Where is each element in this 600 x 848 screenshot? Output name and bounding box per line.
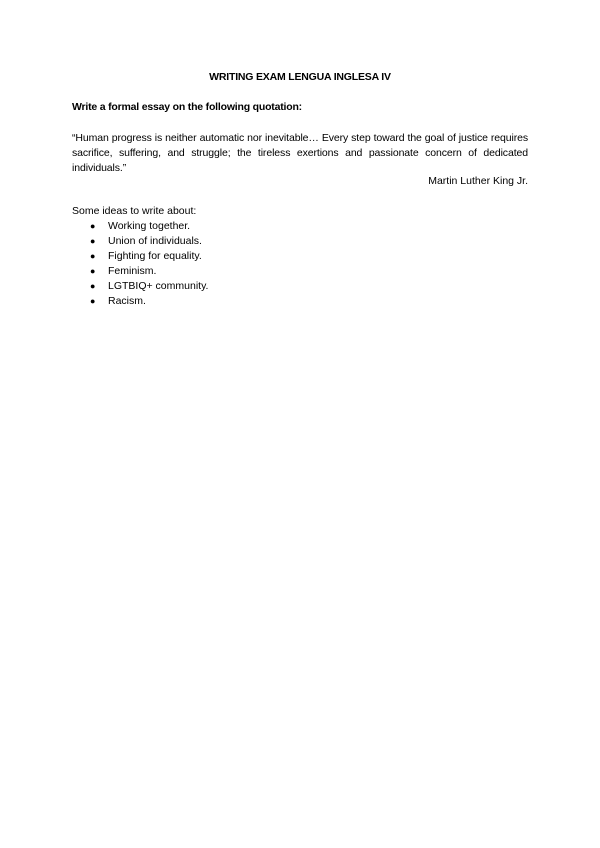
idea-label: LGTBIQ+ community. bbox=[108, 280, 209, 292]
bullet-icon: ● bbox=[90, 251, 96, 261]
idea-label: Working together. bbox=[108, 220, 191, 232]
idea-label: Feminism. bbox=[108, 265, 157, 277]
ideas-list bbox=[72, 219, 208, 309]
list-item bbox=[72, 294, 208, 309]
essay-instruction: Write a formal essay on the following quotation: bbox=[72, 101, 302, 113]
idea-label: Racism. bbox=[108, 295, 146, 307]
list-item bbox=[72, 264, 208, 279]
bullet-icon: ● bbox=[90, 221, 96, 231]
bullet-icon: ● bbox=[90, 281, 96, 291]
list-item bbox=[72, 234, 208, 249]
document-title: WRITING EXAM LENGUA INGLESA IV bbox=[209, 71, 391, 83]
bullet-icon: ● bbox=[90, 266, 96, 276]
bullet-icon: ● bbox=[90, 236, 96, 246]
list-item bbox=[72, 219, 208, 234]
ideas-intro: Some ideas to write about: bbox=[72, 205, 197, 217]
quotation-text: “Human progress is neither automatic nor inevitable… Every step toward the goal of justice requires sacrifice, suffering, and struggle; the tireless exertions and passionate concern of dedicated individuals.” bbox=[72, 132, 528, 174]
list-item bbox=[72, 279, 208, 294]
idea-label: Fighting for equality. bbox=[108, 250, 202, 262]
idea-label: Union of individuals. bbox=[108, 235, 202, 247]
quotation-author: Martin Luther King Jr. bbox=[428, 175, 528, 187]
list-item bbox=[72, 249, 208, 264]
bullet-icon: ● bbox=[90, 296, 96, 306]
